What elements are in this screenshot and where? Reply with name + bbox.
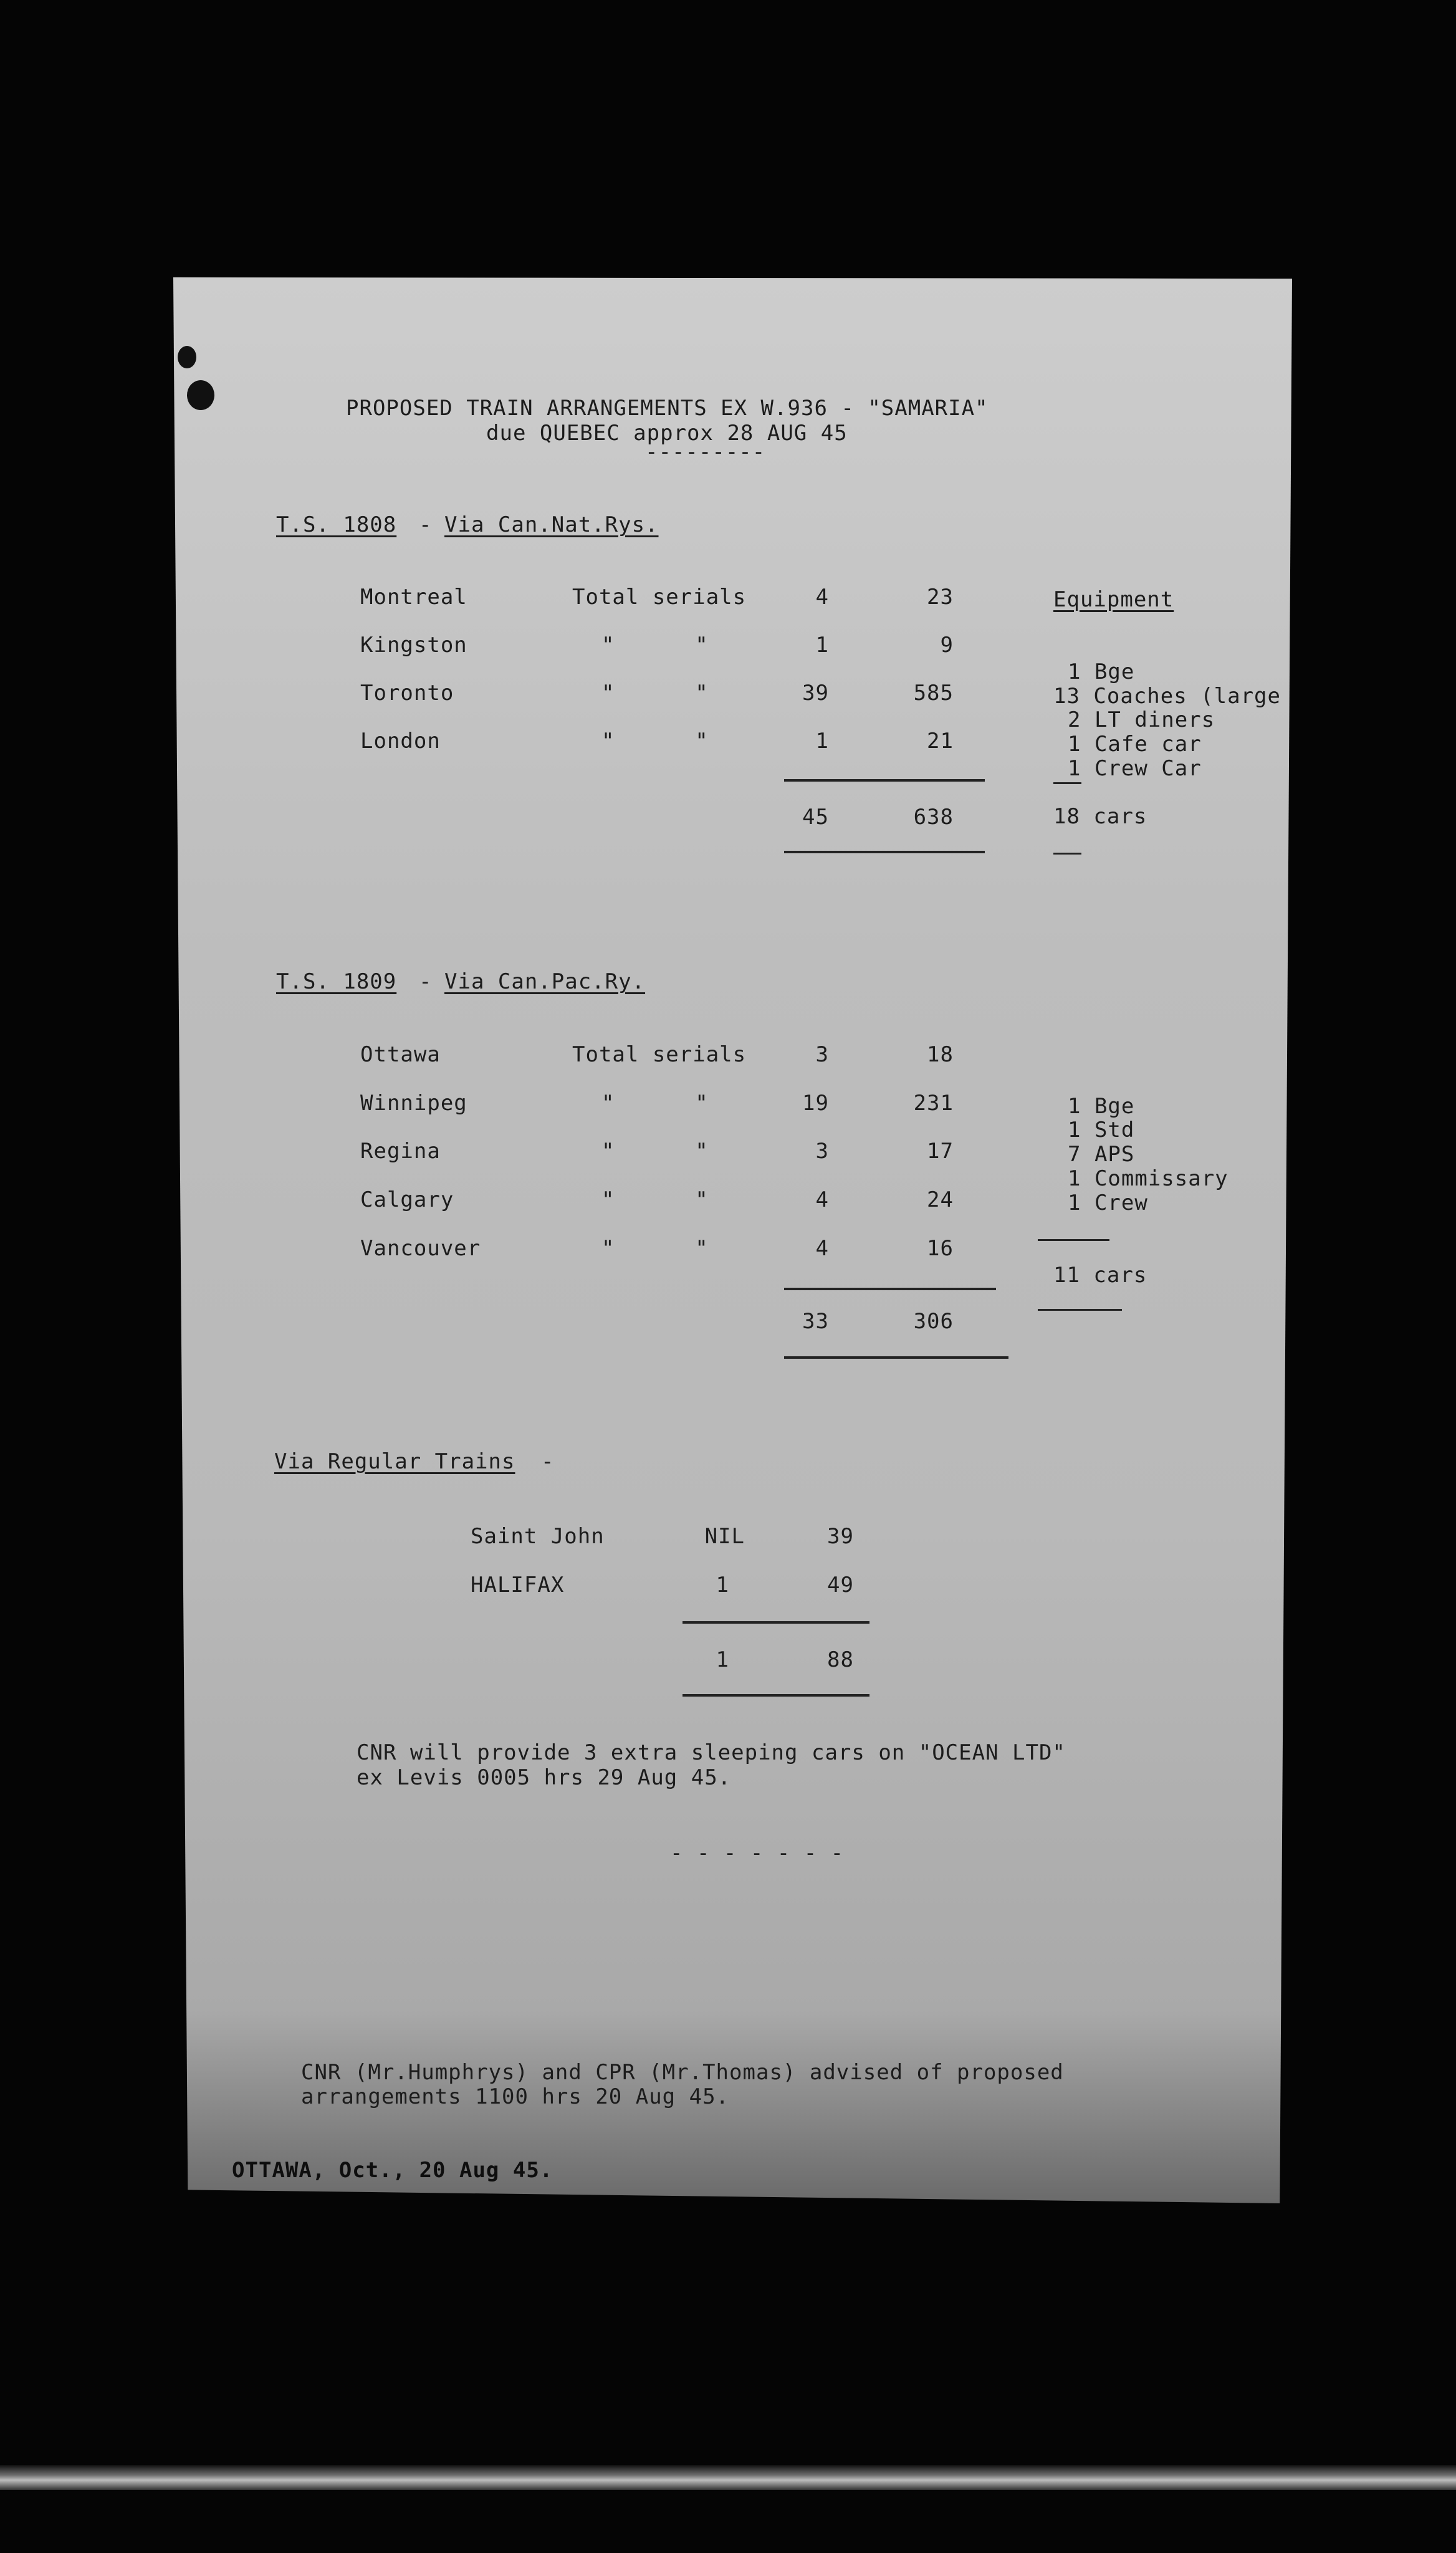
section1-serials: 1 [815, 729, 829, 754]
section1-equipment-total: 18 cars [1053, 804, 1147, 829]
section3-city: Saint John [471, 1524, 605, 1549]
section2-serials: 19 [802, 1091, 829, 1116]
section3-total-rule [682, 1694, 869, 1697]
section2-equipment-total: 11 cars [1053, 1263, 1147, 1288]
section1-serials: 39 [802, 681, 829, 706]
section1-total-serials: 45 [802, 805, 829, 830]
section1-route: Via Can.Nat.Rys. [444, 512, 659, 537]
section1-heading: T.S. 1808 [276, 512, 397, 537]
section1-serials: 4 [815, 585, 829, 610]
note-line-1: CNR will provide 3 extra sleeping cars on "OCEAN LTD" [357, 1740, 1066, 1765]
section1-label: " " [601, 681, 709, 706]
section2-equipment-total-rule [1038, 1309, 1122, 1311]
section3-count: 49 [827, 1573, 854, 1597]
punch-hole [187, 380, 214, 410]
section1-city: London [360, 729, 441, 754]
section2-equipment-item: 7 APS [1068, 1142, 1135, 1167]
section2-serials: 3 [815, 1139, 829, 1164]
section3-total-count: 88 [827, 1647, 854, 1672]
section2-city: Vancouver [360, 1236, 481, 1261]
section2-serials: 3 [815, 1042, 829, 1067]
section1-label: " " [601, 729, 709, 754]
section1-equipment-item: 13 Coaches (large [1053, 684, 1281, 709]
footer-line-2: arrangements 1100 hrs 20 Aug 45. [301, 2084, 730, 2109]
section1-count: 9 [940, 633, 954, 658]
equipment-heading: Equipment [1053, 587, 1174, 612]
signoff: OTTAWA, Oct., 20 Aug 45. [232, 2158, 553, 2183]
section2-city: Winnipeg [360, 1091, 467, 1116]
section2-label: " " [601, 1091, 709, 1116]
section1-equipment-item: 2 LT diners [1068, 707, 1215, 732]
section1-subtotal-rule [784, 779, 985, 782]
film-edge [0, 2465, 1456, 2490]
section2-heading: T.S. 1809 [276, 969, 397, 994]
section2-route: Via Can.Pac.Ry. [444, 969, 646, 994]
document-title: PROPOSED TRAIN ARRANGEMENTS EX W.936 - "SAMARIA" [346, 396, 989, 421]
footer-line-1: CNR (Mr.Humphrys) and CPR (Mr.Thomas) advised of proposed [301, 2060, 1064, 2085]
section2-city: Ottawa [360, 1042, 441, 1067]
section2-city: Calgary [360, 1187, 454, 1212]
document-page [173, 277, 1292, 2203]
section1-equipment-item: 1 Crew Car [1068, 756, 1202, 781]
section1-label: Total serials [572, 585, 747, 610]
note-line-2: ex Levis 0005 hrs 29 Aug 45. [357, 1765, 732, 1790]
section2-count: 16 [927, 1236, 954, 1261]
section1-equipment-total-rule [1053, 853, 1081, 855]
section2-serials: 4 [815, 1187, 829, 1212]
section3-subtotal-rule [682, 1621, 869, 1624]
section1-city: Montreal [360, 585, 467, 610]
section2-label: Total serials [572, 1042, 747, 1067]
section1-count: 23 [927, 585, 954, 610]
section2-total-count: 306 [913, 1309, 954, 1334]
section2-total-serials: 33 [802, 1309, 829, 1334]
section2-label: " " [601, 1139, 709, 1164]
section3-serials: 1 [716, 1573, 729, 1597]
section3-serials: NIL [704, 1524, 745, 1549]
note-rule: - - - - - - - [670, 1841, 845, 1866]
section2-label: " " [601, 1236, 709, 1261]
section3-count: 39 [827, 1524, 854, 1549]
section2-city: Regina [360, 1139, 441, 1164]
section2-equipment-item: 1 Bge [1068, 1094, 1135, 1119]
section1-total-rule [784, 851, 985, 853]
section2-equipment-rule [1038, 1239, 1109, 1241]
section2-subtotal-rule [784, 1288, 996, 1290]
document-subtitle: due QUEBEC approx 28 AUG 45 [486, 421, 848, 446]
section3-heading: Via Regular Trains [274, 1449, 515, 1474]
section1-serials: 1 [815, 633, 829, 658]
section2-dash: - [419, 969, 433, 994]
section1-count: 585 [913, 681, 954, 706]
section2-count: 231 [913, 1091, 954, 1116]
punch-hole [178, 346, 196, 368]
section2-equipment-item: 1 Commissary [1068, 1166, 1228, 1191]
section2-equipment-item: 1 Crew [1068, 1190, 1148, 1215]
section2-total-rule [784, 1356, 1008, 1359]
section1-count: 21 [927, 729, 954, 754]
section1-city: Toronto [360, 681, 454, 706]
section2-equipment-item: 1 Std [1068, 1118, 1135, 1142]
section1-total-count: 638 [913, 805, 954, 830]
section1-equipment-item: 1 Bge [1068, 659, 1135, 684]
section2-count: 24 [927, 1187, 954, 1212]
section2-label: " " [601, 1187, 709, 1212]
section2-serials: 4 [815, 1236, 829, 1261]
section1-city: Kingston [360, 633, 467, 658]
title-rule: --------- [645, 439, 766, 464]
section2-count: 17 [927, 1139, 954, 1164]
section1-equipment-rule [1053, 782, 1081, 784]
section1-dash: - [419, 512, 433, 537]
section2-count: 18 [927, 1042, 954, 1067]
section3-city: HALIFAX [471, 1573, 565, 1597]
section3-total-serials: 1 [716, 1647, 729, 1672]
section1-label: " " [601, 633, 709, 658]
section3-dash: - [541, 1449, 555, 1474]
section1-equipment-item: 1 Cafe car [1068, 732, 1202, 757]
